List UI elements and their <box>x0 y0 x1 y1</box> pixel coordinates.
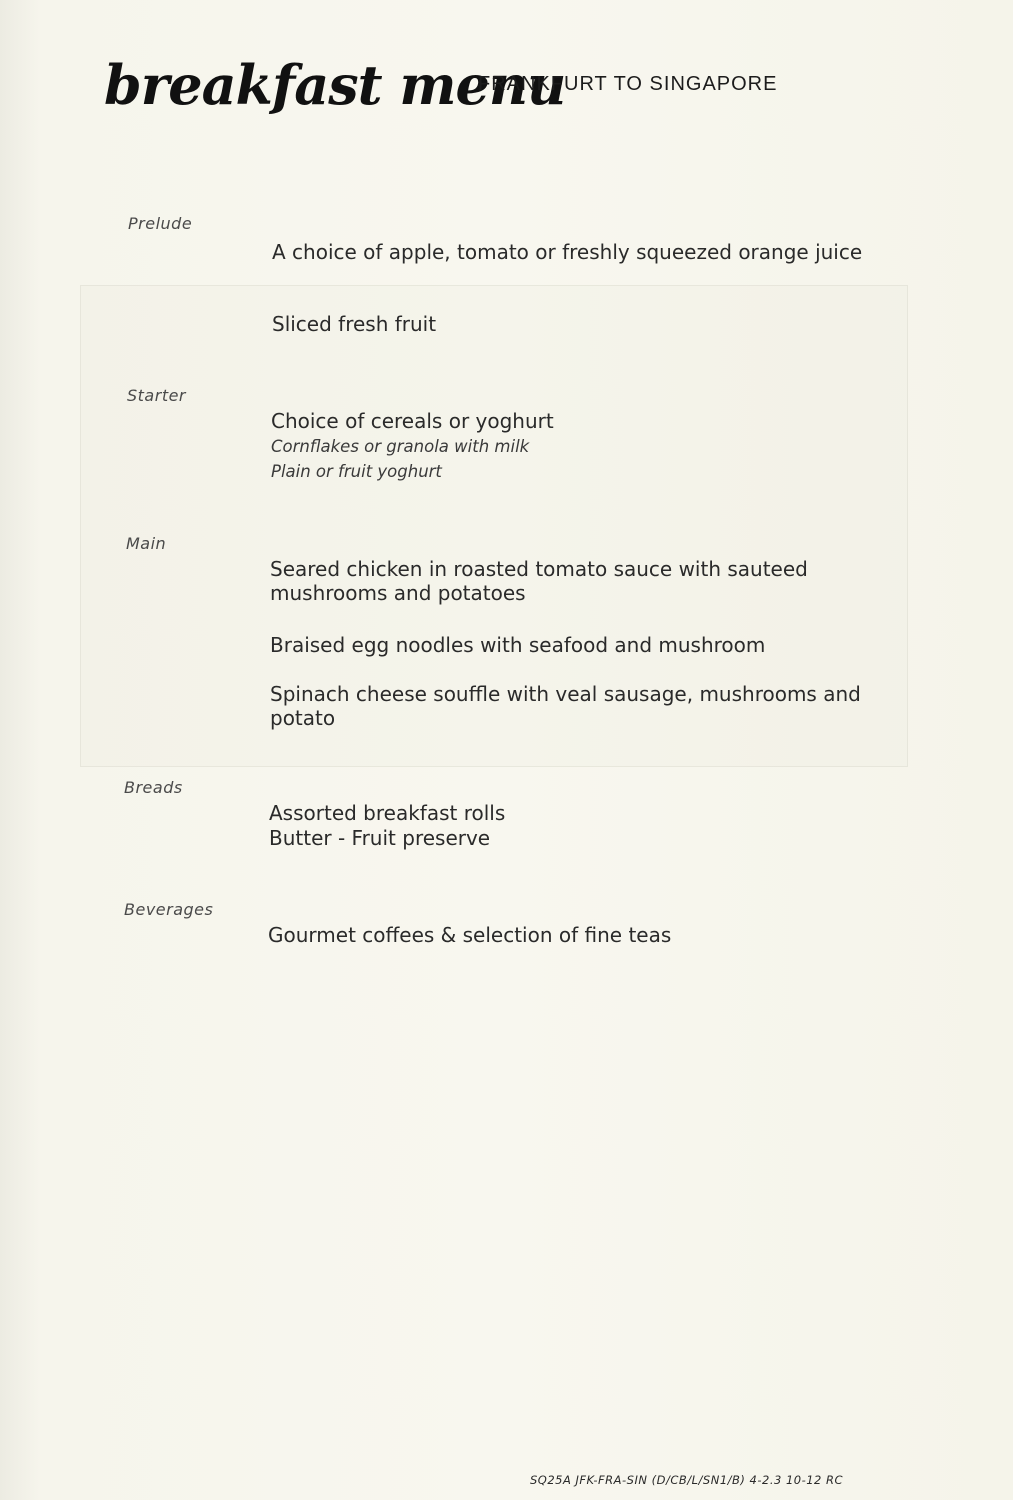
starter-sub-yoghurt: Plain or fruit yoghurt <box>271 462 442 481</box>
section-label-starter: Starter <box>127 386 187 405</box>
route-title: FRANKFURT TO SINGAPORE <box>478 73 778 95</box>
section-label-prelude: Prelude <box>128 214 193 233</box>
main-item-chicken: Seared chicken in roasted tomato sauce with sauteed mushrooms and potatoes <box>270 557 808 605</box>
section-label-breads: Breads <box>124 778 183 797</box>
main-item-noodles: Braised egg noodles with seafood and mushroom <box>270 633 766 657</box>
section-label-main: Main <box>126 534 167 553</box>
starter-sub-cornflakes: Cornflakes or granola with milk <box>271 437 530 456</box>
beverages-item-coffee: Gourmet coffees & selection of fine teas <box>268 923 672 947</box>
menu-header <box>104 40 864 130</box>
breads-item-butter: Butter - Fruit preserve <box>269 826 491 850</box>
prelude-item-juice: A choice of apple, tomato or freshly squeezed orange juice <box>272 240 863 264</box>
menu-title: breakfast menu <box>104 53 566 117</box>
breads-item-rolls: Assorted breakfast rolls <box>269 801 506 825</box>
prelude-item-fruit: Sliced fresh fruit <box>272 312 437 336</box>
section-label-beverages: Beverages <box>124 900 214 919</box>
menu-code-footer: SQ25A JFK-FRA-SIN (D/CB/L/SN1/B) 4-2.3 10-12 RC <box>530 1473 844 1487</box>
starter-item-cereals: Choice of cereals or yoghurt <box>271 409 554 433</box>
main-item-souffle: Spinach cheese souffle with veal sausage, mushrooms and potato <box>270 682 861 730</box>
